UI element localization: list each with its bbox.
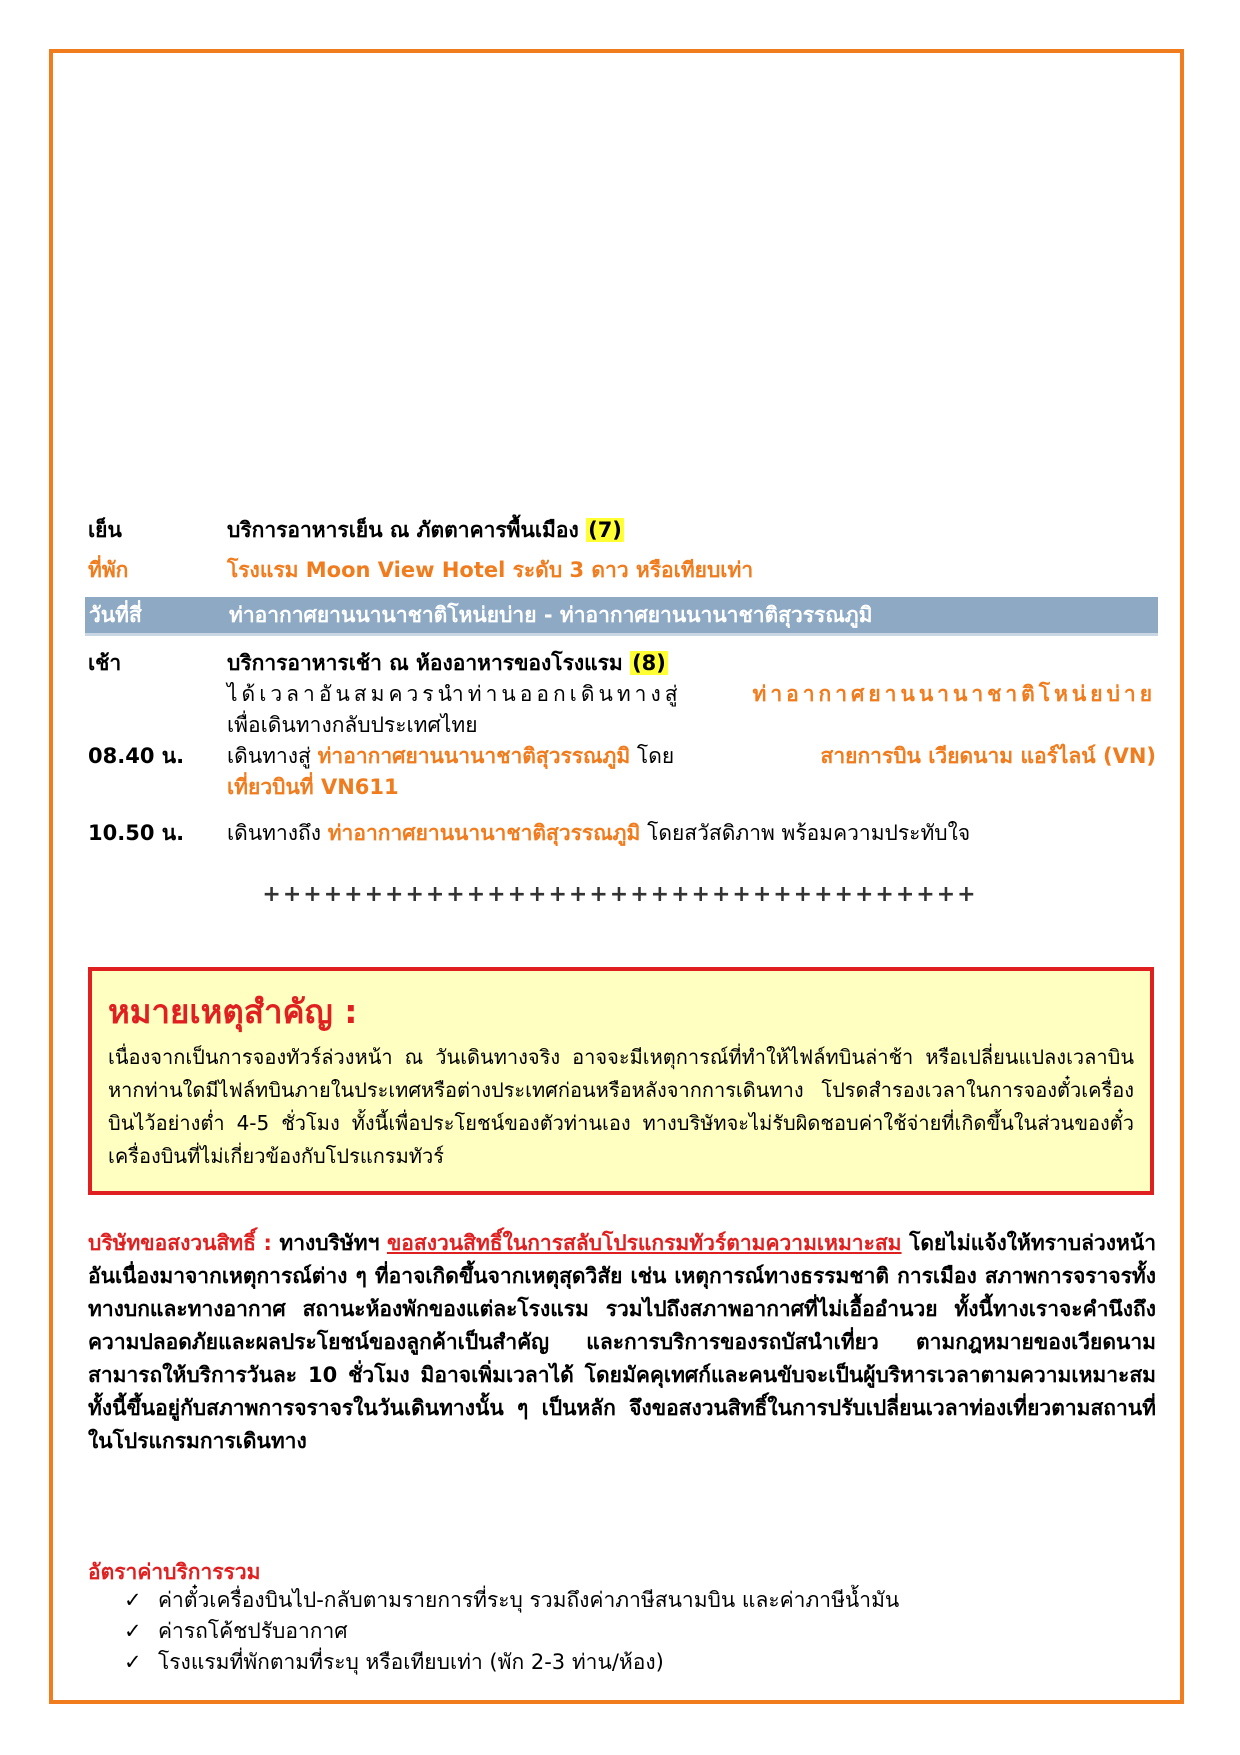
list-item <box>124 1585 899 1616</box>
note-body: เนื่องจากเป็นการจองทัวร์ล่วงหน้า ณ วันเดินทางจริง อาจจะมีเหตุการณ์ที่ทำให้ไฟล์ทบินล่าช้า หรือเปลี่ยนแปลงเวลาบิน หากท่านใดมีไฟล์ทบินภายในประเทศหรือต่างประเทศก่อนหรือหลังจากการเดินทาง โปรดสำรองเวลาในการจองตั๋วเครื่องบินไว้อย่างต่ำ 4-5 ชั่วโมง ทั้งนี้เพื่อประโยชน์ของตัวท่านเอง ทางบริษัทจะไม่รับผิดชอบค่าใช้จ่ายที่เกิดขึ้นในส่วนของตั๋วเครื่องบินที่ไม่เกี่ยวข้องกับโปรแกรมทัวร์ <box>108 1045 1134 1168</box>
reserve-heading: บริษัทขอสงวนสิทธิ์ : <box>88 1231 272 1255</box>
breakfast-text: บริการอาหารเช้า ณ ห้องอาหารของโรงแรม <box>227 651 623 675</box>
reserve-lead: ทางบริษัทฯ <box>279 1231 380 1255</box>
flight-text-c: โดย <box>636 744 675 768</box>
flight-line <box>227 741 1156 772</box>
day-header-band <box>85 597 1158 636</box>
activity-text <box>227 515 1156 546</box>
dinner-text: บริการอาหารเย็น ณ ภัตตาคารพื้นเมือง <box>227 518 579 542</box>
item-text: ค่าตั๋วเครื่องบินไป-กลับตามรายการที่ระบุ รวมถึงค่าภาษีสนามบิน และค่าภาษีน้ำมัน <box>158 1588 900 1612</box>
dest-airport: ท่าอากาศยานนานาชาติสุวรรณภูมิ <box>317 744 631 768</box>
day-label: วันที่สี่ <box>89 603 142 627</box>
arrival-airport: ท่าอากาศยานนานาชาติสุวรรณภูมิ <box>327 821 641 845</box>
depart-airport: ท่าอากาศยานนานาชาติโหน่ยบ่าย <box>752 682 1156 706</box>
arrival-text-c: โดยสวัสดิภาพ พร้อมความประทับใจ <box>647 821 971 845</box>
check-icon: ✓ <box>124 1650 142 1674</box>
flight-number: เที่ยวบินที่ VN611 <box>227 775 399 799</box>
time-label: 10.50 น. <box>88 821 185 845</box>
item-text: ค่ารถโค้ชปรับอากาศ <box>158 1619 348 1643</box>
reservation-paragraph <box>88 1227 1156 1458</box>
hotel-label: ที่พัก <box>88 558 129 582</box>
meal-badge: (7) <box>588 518 622 542</box>
flight-text-a: เดินทางสู่ <box>227 744 311 768</box>
rates-heading: อัตราค่าบริการรวม <box>88 1560 261 1584</box>
meal-badge: (8) <box>632 651 666 675</box>
depart-text: ได้เวลาอันสมควรนำท่านออกเดินทางสู่ <box>227 682 682 706</box>
airline-name: สายการบิน เวียดนาม แอร์ไลน์ (VN) <box>820 744 1156 768</box>
check-icon: ✓ <box>124 1619 142 1643</box>
time-label: 08.40 น. <box>88 744 185 768</box>
list-item <box>124 1647 899 1678</box>
time-label: เช้า <box>88 651 122 675</box>
breakfast-line <box>227 648 1156 679</box>
flight-block <box>227 741 1156 803</box>
list-item <box>124 1616 899 1647</box>
item-text: โรงแรมที่พักตามที่ระบุ หรือเทียบเท่า (พัก 2-3 ท่าน/ห้อง) <box>158 1650 664 1674</box>
hotel-text: โรงแรม Moon View Hotel ระดับ 3 ดาว หรือเทียบเท่า <box>227 558 754 582</box>
note-title: หมายเหตุสำคัญ : <box>108 992 358 1031</box>
reserve-underlined: ขอสงวนสิทธิ์ในการสลับโปรแกรมทัวร์ตามความเหมาะสม <box>386 1231 902 1255</box>
activity-block <box>227 648 1156 741</box>
day-title: ท่าอากาศยานนานาชาติโหน่ยบ่าย - ท่าอากาศยานนานาชาติสุวรรณภูมิ <box>229 603 873 627</box>
separator-line: +++++++++++++++++++++++++++++++++++ <box>262 882 978 907</box>
check-icon: ✓ <box>124 1588 142 1612</box>
depart-line <box>227 679 1156 710</box>
included-list <box>124 1585 899 1678</box>
return-text: เพื่อเดินทางกลับประเทศไทย <box>227 713 478 737</box>
time-label: เย็น <box>88 518 122 542</box>
arrival-text-a: เดินทางถึง <box>227 821 322 845</box>
important-note-box <box>88 967 1154 1195</box>
reserve-body: โดยไม่แจ้งให้ทราบล่วงหน้า อันเนื่องมาจากเหตุการณ์ต่าง ๆ ที่อาจเกิดขึ้นจากเหตุสุดวิสัย เช่น เหตุการณ์ทางธรรมชาติ การเมือง สภาพการจราจรทั้งทางบกและทางอากาศ สถานะห้องพักของแต่ละโรงแรม รวมไปถึงสภาพอากาศที่ไม่เอื้ออำนวย ทั้งนี้ทางเราจะคำนึงถึงความปลอดภัยและผลประโยชน์ของลูกค้าเป็นสำคัญ และการบริการของรถบัสนำเที่ยว ตามกฎหมายของเวียดนาม สามารถให้บริการวันละ 10 ชั่วโมง มิอาจเพิ่มเวลาได้ โดยมัคคุเทศก์และคนขับจะเป็นผู้บริหารเวลาตามความเหมาะสม ทั้งนี้ขึ้นอยู่กับสภาพการจราจรในวันเดินทางนั้น ๆ เป็นหลัก จึงขอสงวนสิทธิ์ในการปรับเปลี่ยนเวลาท่องเที่ยวตามสถานที่ในโปรแกรมการเดินทาง <box>88 1231 1157 1453</box>
arrival-line <box>227 818 1156 849</box>
